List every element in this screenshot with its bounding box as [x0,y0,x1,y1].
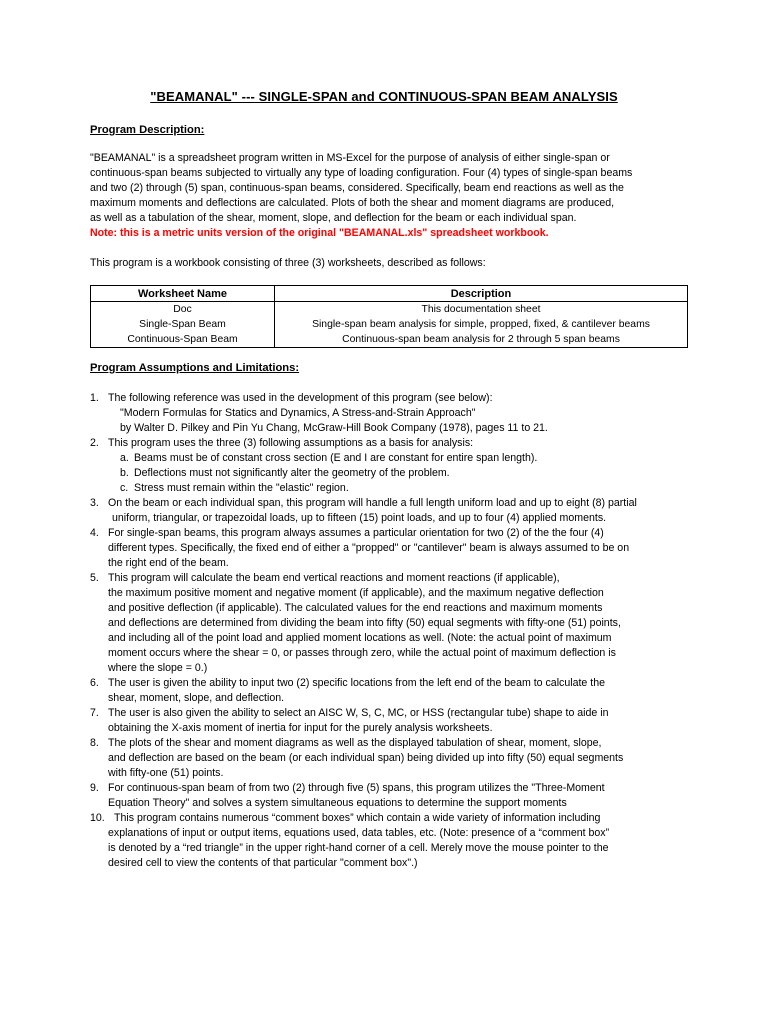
list-item [90,781,710,796]
item-text: and positive deflection (if applicable). The calculated values for the end reactions and maximum moments [108,602,603,614]
description-line: as well as a tabulation of the shear, moment, slope, and deflection for the beam or each individual span. [90,212,577,224]
list-item-continuation [90,796,710,811]
list-item-continuation [90,721,710,736]
item-text: shear, moment, slope, and deflection. [108,692,285,704]
assumptions-list [90,391,710,871]
item-text: On the beam or each individual span, this program will handle a full length uniform load and up to eight (8) partial [108,497,637,509]
sub-item-text: Beams must be of constant cross section (E and I are constant for entire span length). [134,452,538,464]
item-text: different types. Specifically, the fixed end of either a "propped" or "cantilever" beam is always assumed to be on [108,542,630,554]
workbook-intro: This program is a workbook consisting of three (3) worksheets, described as follows: [90,257,486,269]
item-text: The plots of the shear and moment diagrams as well as the displayed tabulation of shear, moment, slope, [108,737,602,749]
worksheet-name-cell: Doc [91,302,275,318]
list-item [90,676,710,691]
item-text: desired cell to view the contents of that particular "comment box".) [108,857,418,869]
description-paragraph [90,151,700,241]
list-item-continuation [90,691,710,706]
list-item-continuation [90,841,710,856]
item-text: This program will calculate the beam end vertical reactions and moment reactions (if applicable), [108,572,560,584]
item-text: with fifty-one (51) points. [108,767,224,779]
table-row [91,302,688,318]
description-line: continuous-span beams subjected to virtually any type of loading configuration. Four (4) types of single-span beams [90,167,633,179]
item-text: and deflection are based on the beam (or each individual span) being divided up into fifty (50) equal segments [108,752,624,764]
list-item-continuation [90,646,710,661]
list-item-continuation [90,421,710,436]
column-header-worksheet-name: Worksheet Name [91,286,275,302]
list-item-continuation [90,601,710,616]
worksheet-table [90,285,688,348]
list-item-continuation [90,511,710,526]
description-line: and two (2) through (5) span, continuous-span beams, considered. Specifically, beam end reactions as well as the [90,182,624,194]
list-item [90,496,710,511]
worksheet-description-cell: Single-span beam analysis for simple, propped, fixed, & cantilever beams [275,317,688,332]
item-text: is denoted by a “red triangle” in the upper right-hand corner of a cell. Merely move the mouse pointer to the [108,842,609,854]
list-item [90,391,710,406]
item-number: 2. [90,437,99,449]
table-row [91,317,688,332]
sub-item-letter: c. [120,482,129,494]
item-text: and including all of the point load and applied moment locations as well. (Note: the actual point of maximum [108,632,612,644]
item-text: the maximum positive moment and negative moment (if applicable), and the maximum negative deflection [108,587,604,599]
list-item-continuation [90,406,710,421]
metric-version-note: Note: this is a metric units version of the original "BEAMANAL.xls" spreadsheet workbook. [90,227,549,239]
document-title: "BEAMANAL" --- SINGLE-SPAN and CONTINUOUS-SPAN BEAM ANALYSIS [150,89,618,104]
description-line: "BEAMANAL" is a spreadsheet program written in MS-Excel for the purpose of analysis of either single-span or [90,152,610,164]
item-number: 8. [90,737,99,749]
item-text: The user is given the ability to input two (2) specific locations from the left end of the beam to calculate the [108,677,605,689]
item-text: For continuous-span beam of from two (2) through five (5) spans, this program utilizes the "Three-Moment [108,782,605,794]
worksheet-name-cell: Single-Span Beam [91,317,275,332]
item-number: 9. [90,782,99,794]
table-header-row [91,286,688,302]
program-description-heading: Program Description: [90,124,205,136]
worksheet-name-cell: Continuous-Span Beam [91,332,275,348]
item-text: The user is also given the ability to select an AISC W, S, C, MC, or HSS (rectangular tube) shape to aide in [108,707,609,719]
item-number: 3. [90,497,99,509]
list-item-continuation [90,631,710,646]
item-text: This program contains numerous “comment boxes” which contain a wide variety of information including [114,812,601,824]
column-header-description: Description [275,286,688,302]
worksheet-description-cell: Continuous-span beam analysis for 2 through 5 span beams [275,332,688,348]
list-item [90,526,710,541]
item-text: by Walter D. Pilkey and Pin Yu Chang, McGraw-Hill Book Company (1978), pages 11 to 21. [120,422,548,434]
item-text: explanations of input or output items, equations used, data tables, etc. (Note: presence of a “comment box” [108,827,610,839]
item-text: the right end of the beam. [108,557,229,569]
item-number: 6. [90,677,99,689]
sub-item-text: Stress must remain within the "elastic" region. [134,482,349,494]
item-text: obtaining the X-axis moment of inertia for input for the purely analysis worksheets. [108,722,493,734]
list-item-continuation [90,766,710,781]
item-number: 5. [90,572,99,584]
table-row [91,332,688,348]
sub-item-letter: b. [120,467,129,479]
item-text: The following reference was used in the development of this program (see below): [108,392,493,404]
list-item-continuation [90,556,710,571]
sub-list-item [90,466,710,481]
assumptions-heading: Program Assumptions and Limitations: [90,362,300,374]
item-text: and deflections are determined from dividing the beam into fifty (50) equal segments with fifty-one (51) points, [108,617,621,629]
item-text: Equation Theory" and solves a system simultaneous equations to determine the support moments [108,797,567,809]
item-text: where the slope = 0.) [108,662,208,674]
item-number: 7. [90,707,99,719]
list-item [90,436,710,451]
list-item [90,811,710,826]
sub-item-letter: a. [120,452,129,464]
item-number: 10. [90,812,105,824]
list-item [90,706,710,721]
item-text: This program uses the three (3) following assumptions as a basis for analysis: [108,437,474,449]
list-item-continuation [90,616,710,631]
sub-list-item [90,451,710,466]
item-number: 4. [90,527,99,539]
item-text: For single-span beams, this program always assumes a particular orientation for two (2) of the the four (4) [108,527,604,539]
worksheet-description-cell: This documentation sheet [275,302,688,318]
item-text: moment occurs where the shear = 0, or passes through zero, while the actual point of maximum deflection is [108,647,616,659]
list-item-continuation [90,541,710,556]
description-line: maximum moments and deflections are calculated. Plots of both the shear and moment diagrams are produced, [90,197,615,209]
list-item-continuation [90,751,710,766]
list-item-continuation [90,586,710,601]
list-item-continuation [90,661,710,676]
sub-list-item [90,481,710,496]
list-item-continuation [90,856,710,871]
item-text: uniform, triangular, or trapezoidal loads, up to fifteen (15) point loads, and up to four (4) applied moments. [112,512,607,524]
list-item-continuation [90,826,710,841]
item-text: "Modern Formulas for Statics and Dynamics, A Stress-and-Strain Approach" [120,407,476,419]
sub-item-text: Deflections must not significantly alter the geometry of the problem. [134,467,450,479]
list-item [90,571,710,586]
list-item [90,736,710,751]
item-number: 1. [90,392,99,404]
